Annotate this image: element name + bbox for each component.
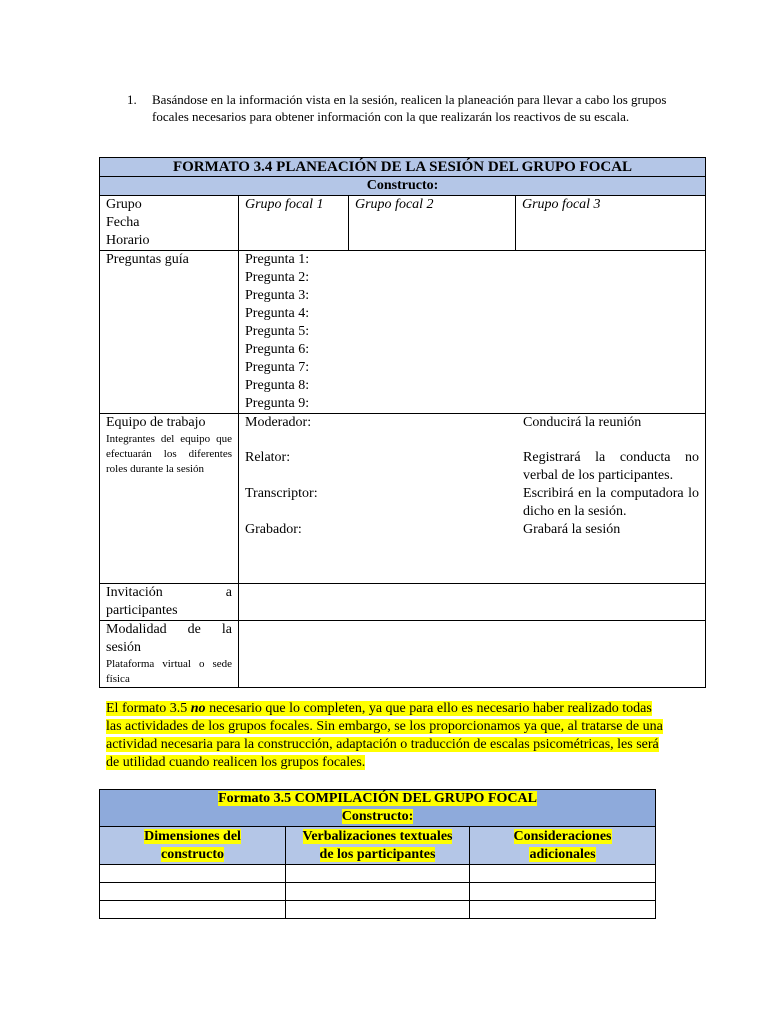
- question-8: Pregunta 8:: [245, 378, 310, 393]
- format-3-5-table: [99, 789, 656, 919]
- work-team-note: Integrantes del equipo que efectuarán los diferentes roles durante la sesión: [106, 433, 232, 475]
- note-text-start: El formato 3.5: [106, 701, 191, 716]
- role-description: Conducirá la reunión: [523, 415, 642, 430]
- table-cell[interactable]: [100, 883, 286, 901]
- question-2: Pregunta 2:: [245, 270, 310, 285]
- role-row: [245, 449, 699, 485]
- table-cell[interactable]: [470, 883, 656, 901]
- table-cell[interactable]: [470, 865, 656, 883]
- question-9: Pregunta 9:: [245, 396, 310, 411]
- table-cell[interactable]: [100, 901, 286, 919]
- role-row: [245, 521, 699, 539]
- role-row: [245, 414, 699, 432]
- list-number: 1.: [127, 92, 137, 107]
- table-cell[interactable]: [286, 883, 470, 901]
- group-label: Grupo: [106, 197, 142, 212]
- role-description: Registrará la conducta no verbal de los participantes.: [523, 450, 700, 483]
- table-cell[interactable]: [100, 865, 286, 883]
- roles-cell[interactable]: [239, 414, 706, 584]
- work-team-label-cell: [100, 414, 239, 584]
- guide-questions-cell[interactable]: [239, 251, 706, 414]
- instruction-item: [127, 91, 667, 125]
- invitation-label: Invitación a participantes: [100, 584, 239, 621]
- question-1: Pregunta 1:: [245, 252, 310, 267]
- table-row: [100, 883, 656, 901]
- instruction-text: Basándose en la información vista en la sesión, realicen la planeación para llevar a cabo los grupos focales necesarios para obtener información con la que realizarán los reactivos de su escala.: [152, 92, 667, 124]
- focus-group-3-cell[interactable]: Grupo focal 3: [516, 196, 706, 251]
- role-description: Escribirá en la computadora lo dicho en la sesión.: [523, 486, 700, 519]
- format-3-4-title: FORMATO 3.4 PLANEACIÓN DE LA SESIÓN DEL GRUPO FOCAL: [100, 158, 706, 177]
- work-team-label: Equipo de trabajo: [106, 415, 206, 430]
- column-header-line: Verbalizaciones textuales: [302, 828, 453, 844]
- role-description: Grabará la sesión: [523, 522, 621, 537]
- format-3-4-construct: Constructo:: [100, 177, 706, 196]
- modality-label-cell: [100, 621, 239, 688]
- column-header-dimensions: [100, 827, 286, 865]
- invitation-cell[interactable]: [239, 584, 706, 621]
- modality-note: Plataforma virtual o sede física: [106, 658, 232, 685]
- role-name: Moderador:: [245, 415, 312, 430]
- column-header-line: Consideraciones: [513, 828, 612, 844]
- column-header-verbalizations: [286, 827, 470, 865]
- question-7: Pregunta 7:: [245, 360, 310, 375]
- column-header-line: Dimensiones del: [144, 828, 241, 844]
- time-label: Horario: [106, 233, 150, 248]
- modality-label: Modalidad de la sesión: [106, 622, 232, 655]
- format-3-5-title: Formato 3.5 COMPILACIÓN DEL GRUPO FOCAL: [218, 791, 537, 806]
- focus-group-2-cell[interactable]: Grupo focal 2: [349, 196, 516, 251]
- role-name: Grabador:: [245, 522, 302, 537]
- modality-cell[interactable]: [239, 621, 706, 688]
- note-text-rest: necesario que lo completen, ya que para ello es necesario haber realizado todas las actividades de los grupos focales. Sin embargo, se los proporcionamos ya que, al tratarse de una actividad necesaria para la construcción, adaptación o traducción de escalas psicométricas, les será de utilidad cuando realicen los grupos focales.: [106, 701, 663, 770]
- role-row: [245, 485, 699, 521]
- column-header-line: adicionales: [529, 846, 596, 862]
- table-row: [100, 901, 656, 919]
- focus-group-1-cell[interactable]: Grupo focal 1: [239, 196, 349, 251]
- role-name: Relator:: [245, 450, 291, 465]
- table-cell[interactable]: [470, 901, 656, 919]
- table-row: [100, 865, 656, 883]
- question-6: Pregunta 6:: [245, 342, 310, 357]
- guide-questions-label: Preguntas guía: [100, 251, 239, 414]
- question-3: Pregunta 3:: [245, 288, 310, 303]
- column-header-considerations: [470, 827, 656, 865]
- column-header-line: de los participantes: [319, 846, 436, 862]
- role-name: Transcriptor:: [245, 486, 318, 501]
- question-4: Pregunta 4:: [245, 306, 310, 321]
- format-3-5-header: [100, 790, 656, 827]
- question-5: Pregunta 5:: [245, 324, 310, 339]
- note-emphasis: no: [190, 701, 206, 716]
- format-3-4-table: [99, 157, 706, 688]
- table-cell[interactable]: [286, 901, 470, 919]
- table-cell[interactable]: [286, 865, 470, 883]
- column-header-line: constructo: [161, 846, 224, 862]
- format-3-5-construct: Constructo:: [341, 809, 414, 824]
- group-labels-cell: [100, 196, 239, 251]
- format-3-5-note: [106, 700, 666, 772]
- date-label: Fecha: [106, 215, 140, 230]
